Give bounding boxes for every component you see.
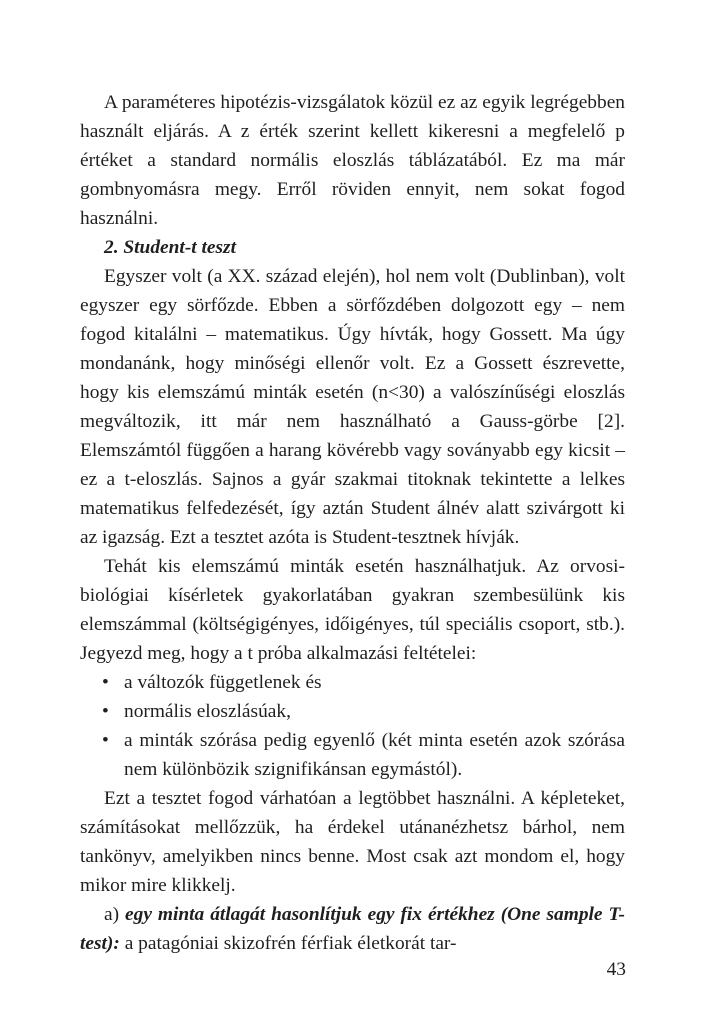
text-body: [80, 88, 625, 958]
section-heading: 2. Student-t teszt: [104, 237, 236, 258]
paragraph-conditions: Tehát kis elemszámú minták esetén használhatjuk. Az orvosi-biológiai kísérletek gyakorlatában gyakran szembesülünk kis elemszámmal (költségigényes, időigényes, túl speciális csoport, stb.). Jegyezd meg, hogy a t próba alkalmazási feltételei:: [80, 556, 625, 664]
list-item: • normális eloszlásúak,: [80, 697, 625, 726]
page-number: 43: [606, 959, 626, 980]
conditions-list: [80, 668, 625, 784]
item-marker: a): [104, 904, 126, 925]
paragraph-intro: A paraméteres hipotézis-vizsgálatok közül ez az egyik legrégebben használt eljárás. A z érték szerint kellett kikeresni a megfelelő p értéket a standard normális eloszlás táblázatából. Ez ma már gombnyomásra megy. Erről röviden ennyit, nem sokat fogod használni.: [80, 92, 625, 229]
one-sample-term: egy minta átlagát hasonlítjuk egy fix értékhez (One sample T-test):: [80, 904, 625, 954]
paragraph-usage: Ezt a tesztet fogod várhatóan a legtöbbet használni. A képleteket, számításokat mellőzzük, ha érdekel utánanézhetsz bárhol, nem tankönyv, amelyikben nincs benne. Most csak azt mondom el, hogy mikor mire klikkelj.: [80, 788, 625, 896]
paragraph-history: Egyszer volt (a XX. század elején), hol nem volt (Dublinban), volt egyszer egy sörfőzde. Ebben a sörfőzdében dolgozott egy – nem fogod kitalálni – matematikus. Úgy hívták, hogy Gossett. Ma úgy mondanánk, hogy minőségi ellenőr volt. Ez a Gossett észrevette, hogy kis elemszámú minták esetén (n<30) a valószínűségi eloszlás megváltozik, itt már nem használható a Gauss-görbe [2]. Elemszámtól függően a harang kövérebb vagy soványabb egy kicsit – ez a t-eloszlás. Sajnos a gyár szakmai titoknak tekintette a lelkes matematikus felfedezését, így aztán Student álnév alatt szivárgott ki az igazság. Ezt a tesztet azóta is Student-tesztnek hívják.: [80, 266, 625, 548]
list-item: • a minták szórása pedig egyenlő (két minta esetén azok szórása nem különbözik szignifikánsan egymástól).: [80, 726, 625, 784]
paragraph-one-sample: [80, 900, 625, 958]
one-sample-text: a patagóniai skizofrén férfiak életkorát tar-: [119, 933, 457, 954]
list-item: • a változók függetlenek és: [80, 668, 625, 697]
